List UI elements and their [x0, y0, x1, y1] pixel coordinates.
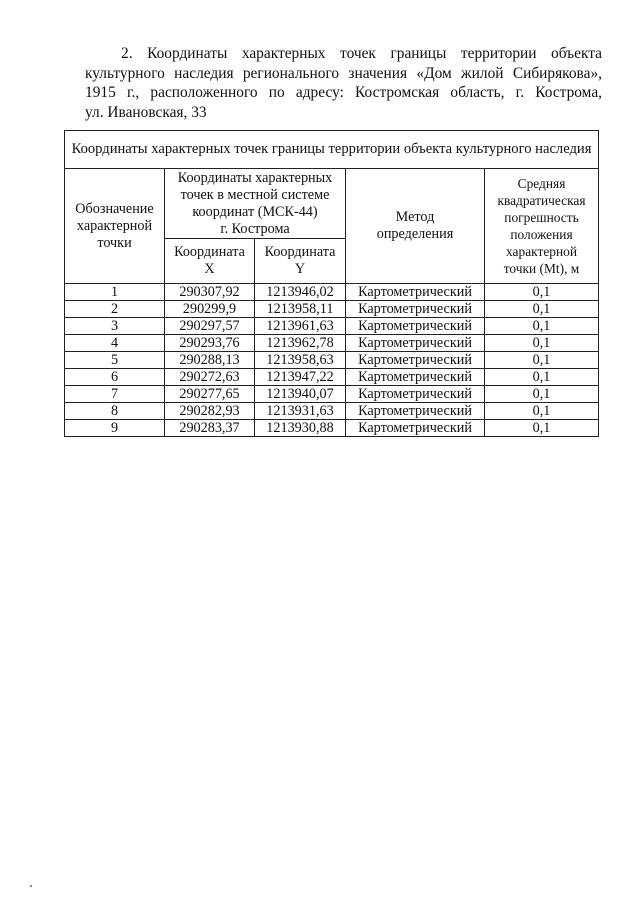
point-id-cell: 3 [65, 318, 165, 335]
point-id-cell: 4 [65, 335, 165, 352]
coord-y-cell: 1213958,63 [255, 352, 346, 369]
accuracy-cell: 0,1 [485, 420, 599, 437]
coord-x-cell: 290299,9 [165, 301, 255, 318]
coord-y-cell: 1213946,02 [255, 284, 346, 301]
header-line: погрешность [504, 210, 579, 225]
accuracy-cell: 0,1 [485, 301, 599, 318]
coord-y-cell: 1213940,07 [255, 386, 346, 403]
paragraph-line: ул. Ивановская, 33 [85, 103, 207, 121]
coord-y-cell: 1213961,63 [255, 318, 346, 335]
header-accuracy [485, 169, 599, 284]
coordinates-table [64, 130, 599, 437]
coord-x-cell: 290272,63 [165, 369, 255, 386]
accuracy-cell: 0,1 [485, 403, 599, 420]
coord-x-cell: 290277,65 [165, 386, 255, 403]
header-line: Средняя [517, 176, 566, 191]
header-line: г. Кострома [220, 220, 290, 237]
section-paragraph [85, 44, 602, 122]
accuracy-cell: 0,1 [485, 284, 599, 301]
table-row [65, 284, 599, 301]
paragraph-line: 2. Координаты характерных точек границы территории объекта [121, 45, 602, 62]
method-cell: Картометрический [346, 352, 485, 369]
coord-y-cell: 1213962,78 [255, 335, 346, 352]
table-row [65, 420, 599, 437]
header-line: Обозначение [75, 200, 154, 217]
coord-x-cell: 290288,13 [165, 352, 255, 369]
header-line: Координата [264, 244, 336, 260]
header-line: характерной [76, 217, 153, 234]
point-id-cell: 8 [65, 403, 165, 420]
accuracy-cell: 0,1 [485, 335, 599, 352]
accuracy-cell: 0,1 [485, 369, 599, 386]
table-row [65, 301, 599, 318]
header-line: Координаты характерных [177, 169, 333, 186]
point-id-cell: 7 [65, 386, 165, 403]
header-method [346, 169, 485, 284]
method-cell: Картометрический [346, 420, 485, 437]
table-row [65, 369, 599, 386]
header-coord-x [165, 239, 255, 284]
header-line: положения [510, 227, 573, 242]
method-cell: Картометрический [346, 369, 485, 386]
table-row [65, 318, 599, 335]
header-coord-system [165, 169, 346, 239]
accuracy-cell: 0,1 [485, 352, 599, 369]
table-row [65, 335, 599, 352]
header-line: точек в местной системе [180, 186, 330, 203]
method-cell: Картометрический [346, 403, 485, 420]
table-row [65, 352, 599, 369]
method-cell: Картометрический [346, 284, 485, 301]
coord-y-cell: 1213947,22 [255, 369, 346, 386]
paragraph-line: 1915 г., расположенного по адресу: Костромская область, г. Кострома, [85, 84, 602, 102]
coord-x-cell: 290297,57 [165, 318, 255, 335]
scan-speck [30, 885, 32, 887]
table-title: Координаты характерных точек границы территории объекта культурного наследия [65, 131, 599, 169]
point-id-cell: 1 [65, 284, 165, 301]
accuracy-cell: 0,1 [485, 318, 599, 335]
header-line: точки [97, 234, 132, 251]
coord-y-cell: 1213931,63 [255, 403, 346, 420]
header-line: Метод [395, 209, 435, 225]
method-cell: Картометрический [346, 301, 485, 318]
method-cell: Картометрический [346, 386, 485, 403]
method-cell: Картометрический [346, 318, 485, 335]
point-id-cell: 5 [65, 352, 165, 369]
table-row [65, 403, 599, 420]
header-point-id [65, 169, 165, 284]
header-line: Координата [174, 244, 245, 260]
coord-x-cell: 290293,76 [165, 335, 255, 352]
coord-y-cell: 1213958,11 [255, 301, 346, 318]
accuracy-cell: 0,1 [485, 386, 599, 403]
header-line: Y [294, 261, 306, 277]
coord-x-cell: 290283,37 [165, 420, 255, 437]
header-line: координат (МСК-44) [192, 203, 318, 220]
header-line: квадратическая [497, 193, 586, 208]
point-id-cell: 9 [65, 420, 165, 437]
table-row [65, 386, 599, 403]
point-id-cell: 2 [65, 301, 165, 318]
coord-x-cell: 290282,93 [165, 403, 255, 420]
header-line: характерной [506, 244, 577, 259]
header-coord-y [255, 239, 346, 284]
header-line: определения [376, 226, 454, 242]
coord-y-cell: 1213930,88 [255, 420, 346, 437]
method-cell: Картометрический [346, 335, 485, 352]
header-line: X [204, 261, 215, 277]
paragraph-line: культурного наследия регионального значения «Дом жилой Сибирякова», [85, 64, 602, 82]
coord-x-cell: 290307,92 [165, 284, 255, 301]
header-line: точки (Mt), м [503, 261, 580, 276]
point-id-cell: 6 [65, 369, 165, 386]
